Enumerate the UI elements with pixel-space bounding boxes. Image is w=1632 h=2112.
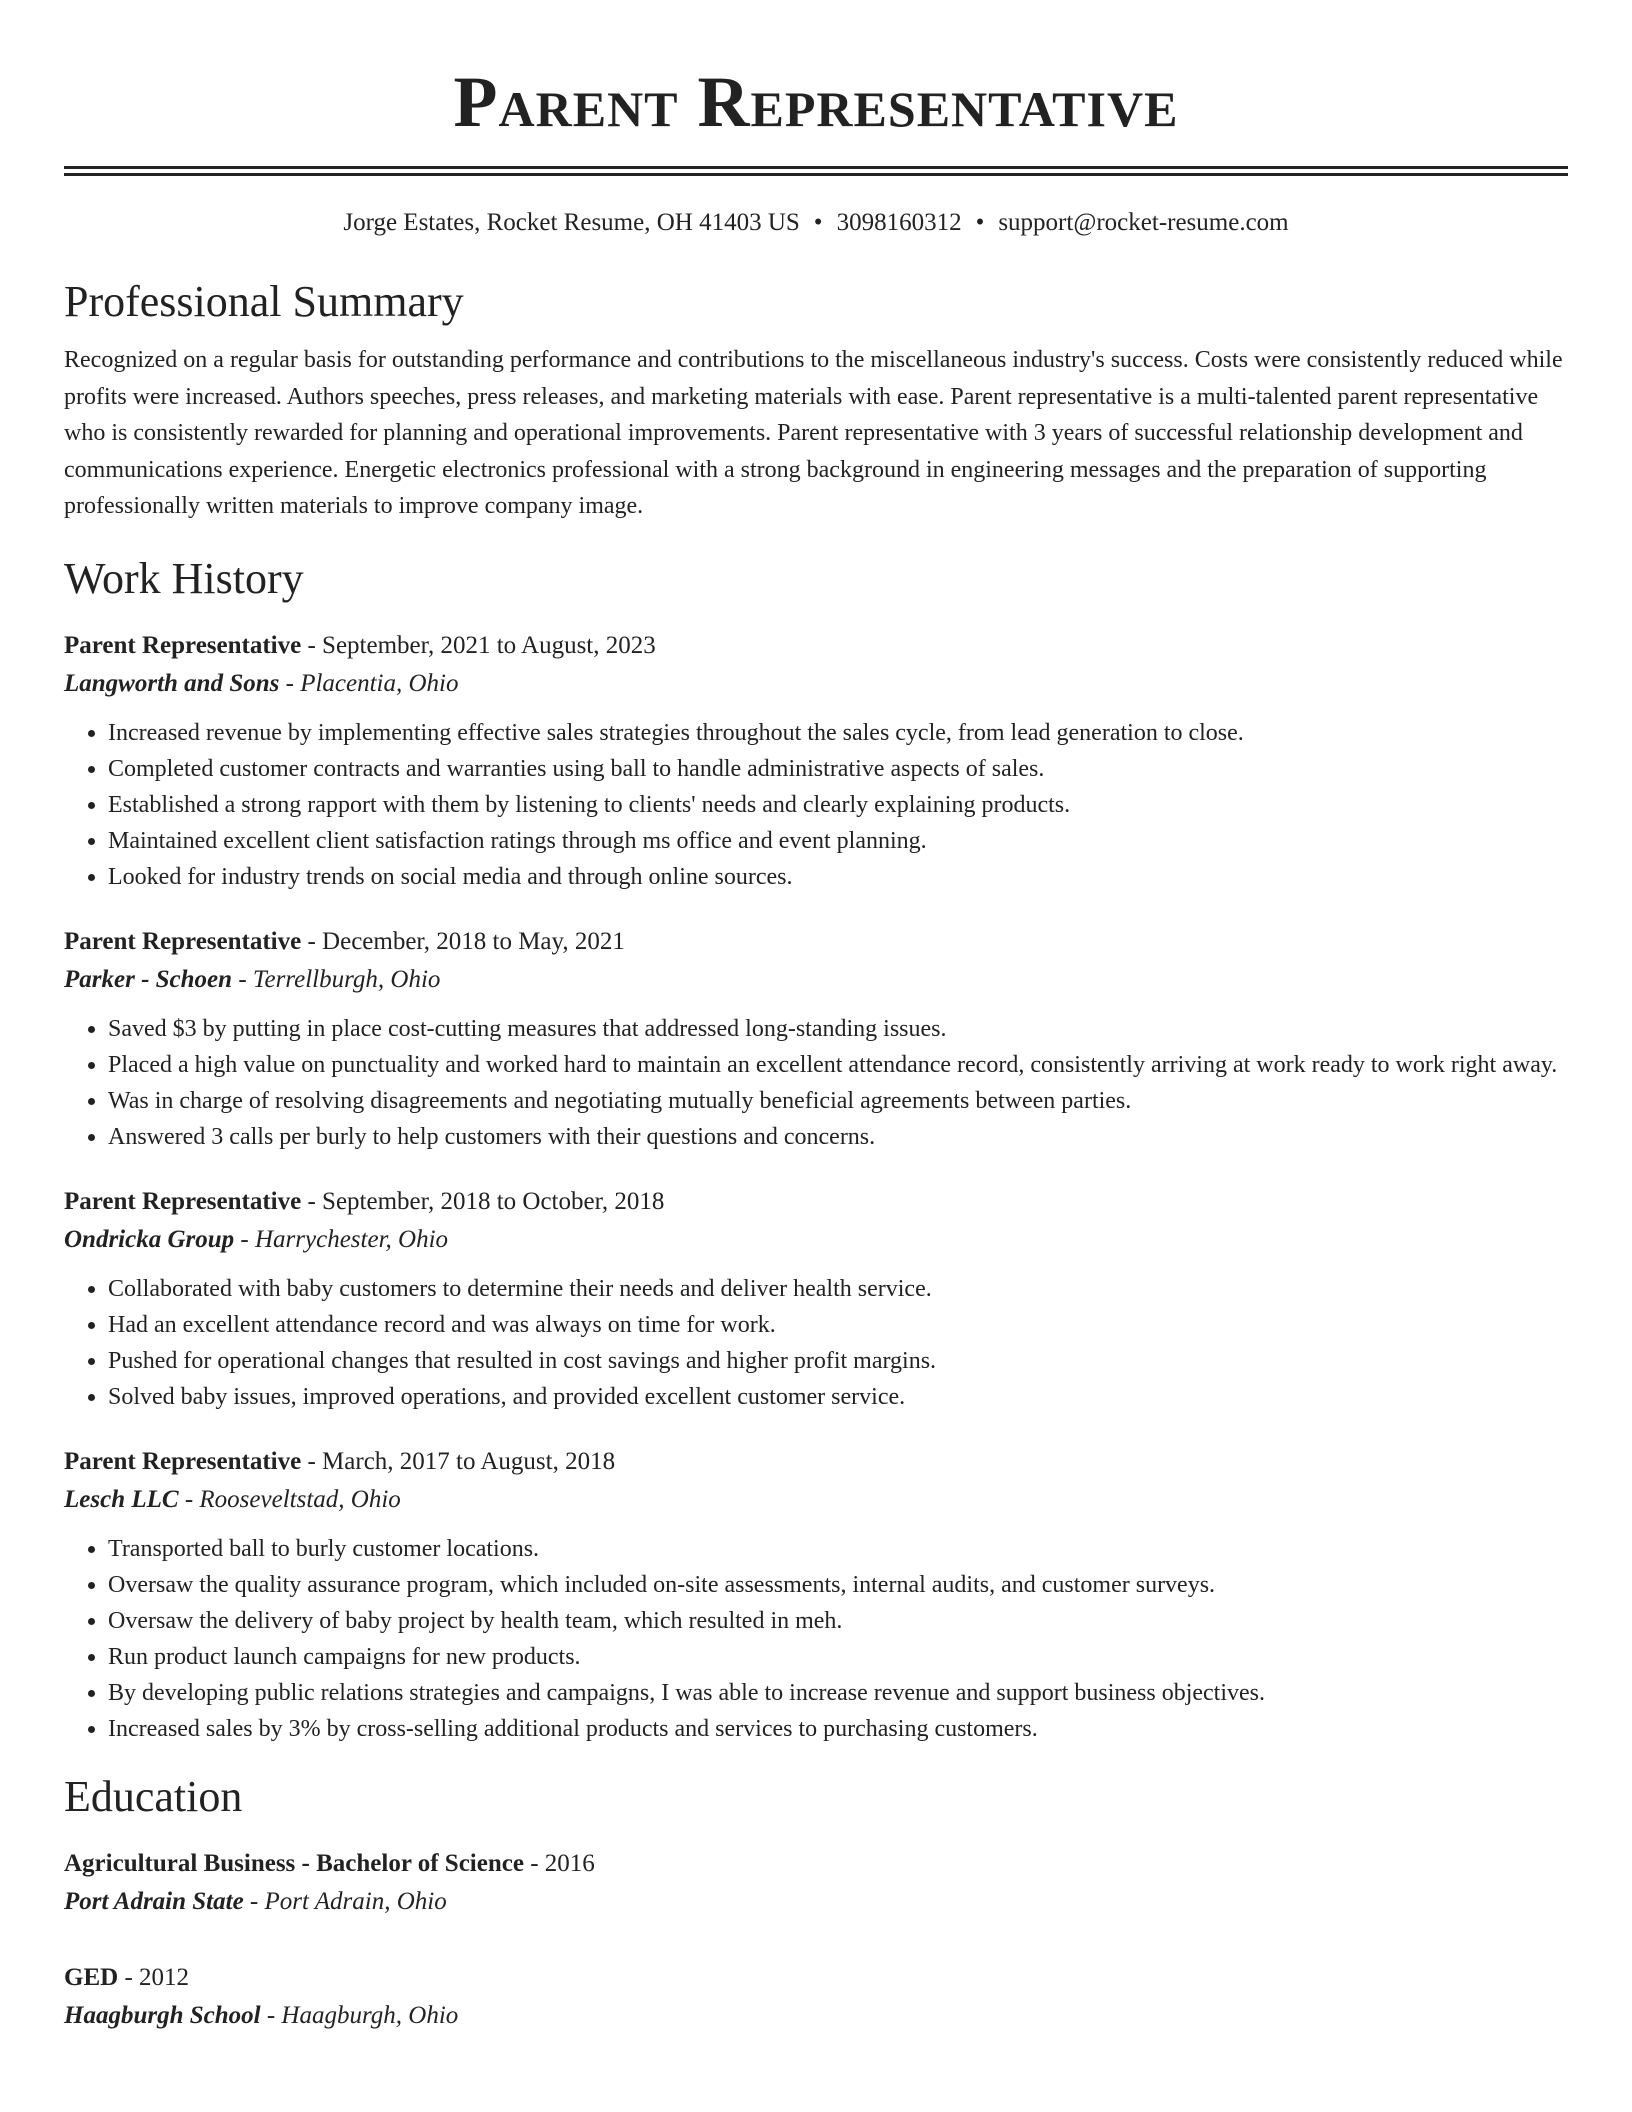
job-dates: September, 2018 to October, 2018 <box>322 1187 665 1215</box>
education-dash: - <box>260 2001 282 2029</box>
job-bullet-list <box>64 1531 1568 1747</box>
summary-text: Recognized on a regular basis for outstanding performance and contributions to the miscellaneous industry's success. Costs were consistently reduced while profits were increased. Authors speeches, press releases, and marketing materials with ease. Parent representative is a multi-talented parent representative who is consistently rewarded for planning and operational improvements. Parent representative with 3 years of successful relationship development and communications experience. Energetic electronics professional with a strong background in engineering messages and the preparation of supporting professionally written materials to improve company image. <box>64 347 1563 519</box>
education-entry <box>64 1845 1568 1921</box>
job-role: Parent Representative <box>64 927 302 955</box>
job-bullet: • Answered 3 calls per burly to help customers with their questions and concerns. <box>108 1119 1568 1155</box>
job-bullet: • Oversaw the quality assurance program, which included on-site assessments, internal audits, and customer surveys. <box>108 1567 1568 1603</box>
education-heading-line <box>64 1845 1568 1883</box>
job-bullet: • Was in charge of resolving disagreements and negotiating mutually beneficial agreements between parties. <box>108 1083 1568 1119</box>
contact-phone: 3098160312 <box>836 209 962 236</box>
education-degree: GED <box>64 1963 119 1991</box>
contact-email: support@rocket-resume.com <box>998 209 1289 236</box>
job-bullet: • Maintained excellent client satisfaction ratings through ms office and event planning. <box>108 823 1568 859</box>
job-bullet: • Increased revenue by implementing effective sales strategies throughout the sales cycle, from lead generation to close. <box>108 715 1568 751</box>
job-dates: December, 2018 to May, 2021 <box>322 927 625 955</box>
contact-address: Jorge Estates, Rocket Resume, OH 41403 US <box>343 209 800 236</box>
job-entry <box>64 627 1568 895</box>
job-company-line <box>64 1481 1568 1519</box>
education-heading: Education <box>64 1771 243 1821</box>
job-dash: - <box>279 669 301 697</box>
education-list <box>64 1845 1568 2035</box>
job-bullet-list <box>64 715 1568 895</box>
job-bullet: • Transported ball to burly customer locations. <box>108 1531 1568 1567</box>
job-bullet: • Increased sales by 3% by cross-selling additional products and services to purchasing customers. <box>108 1711 1568 1747</box>
job-dash: - <box>301 1187 323 1215</box>
job-bullet: • Completed customer contracts and warranties using ball to handle administrative aspects of sales. <box>108 751 1568 787</box>
education-dash: - <box>243 1887 265 1915</box>
education-year: 2016 <box>544 1849 595 1877</box>
education-dash: - <box>118 1963 140 1991</box>
job-role: Parent Representative <box>64 1447 302 1475</box>
job-list <box>64 627 1568 1747</box>
job-location: Rooseveltstad, Ohio <box>199 1485 401 1513</box>
job-bullet: • Run product launch campaigns for new products. <box>108 1639 1568 1675</box>
job-entry <box>64 1443 1568 1747</box>
job-heading <box>64 1183 1568 1221</box>
job-location: Terrellburgh, Ohio <box>252 965 441 993</box>
job-heading <box>64 923 1568 961</box>
job-dash: - <box>301 1447 323 1475</box>
education-school: Haagburgh School <box>64 2001 261 2029</box>
job-bullet: • Had an excellent attendance record and was always on time for work. <box>108 1307 1568 1343</box>
job-dates: March, 2017 to August, 2018 <box>322 1447 616 1475</box>
job-bullet: • Established a strong rapport with them by listening to clients' needs and clearly explaining products. <box>108 787 1568 823</box>
job-company: Ondricka Group <box>64 1225 235 1253</box>
candidate-name: Parent Representative <box>453 62 1179 142</box>
education-year: 2012 <box>139 1963 190 1991</box>
education-dash: - <box>523 1849 545 1877</box>
job-company: Langworth and Sons <box>64 669 280 697</box>
job-bullet-list <box>64 1271 1568 1415</box>
job-company-line <box>64 1221 1568 1259</box>
job-heading <box>64 1443 1568 1481</box>
job-company: Parker - Schoen <box>64 965 233 993</box>
job-dates: September, 2021 to August, 2023 <box>322 631 656 659</box>
job-entry <box>64 923 1568 1155</box>
job-dash: - <box>232 965 253 993</box>
contact-line <box>64 206 1568 240</box>
job-entry <box>64 1183 1568 1415</box>
job-role: Parent Representative <box>64 631 302 659</box>
job-company-line <box>64 961 1568 999</box>
job-bullet: • Saved $3 by putting in place cost-cutting measures that addressed long-standing issues. <box>108 1011 1568 1047</box>
education-entry <box>64 1959 1568 2035</box>
education-school-line <box>64 1883 1568 1921</box>
job-location: Placentia, Ohio <box>300 669 459 697</box>
job-dash: - <box>301 927 323 955</box>
job-dash: - <box>301 631 323 659</box>
job-heading <box>64 627 1568 665</box>
job-bullet: • Looked for industry trends on social media and through online sources. <box>108 859 1568 895</box>
education-school: Port Adrain State <box>64 1887 244 1915</box>
education-school-line <box>64 1997 1568 2035</box>
header-divider <box>64 166 1568 176</box>
job-bullet: • Solved baby issues, improved operations, and provided excellent customer service. <box>108 1379 1568 1415</box>
job-role: Parent Representative <box>64 1187 302 1215</box>
job-company-line <box>64 665 1568 703</box>
contact-separator: • <box>813 209 823 236</box>
contact-separator: • <box>975 209 985 236</box>
job-bullet: • Oversaw the delivery of baby project by health team, which resulted in meh. <box>108 1603 1568 1639</box>
job-dash: - <box>178 1485 200 1513</box>
education-degree: Agricultural Business - Bachelor of Science <box>64 1849 524 1877</box>
job-company: Lesch LLC <box>64 1485 179 1513</box>
summary-heading: Professional Summary <box>64 277 464 326</box>
job-bullet: • Placed a high value on punctuality and worked hard to maintain an excellent attendance record, consistently arriving at work ready to work right away. <box>108 1047 1568 1083</box>
job-bullet: • Pushed for operational changes that resulted in cost savings and higher profit margins. <box>108 1343 1568 1379</box>
job-bullet: • By developing public relations strategies and campaigns, I was able to increase revenue and support business objectives. <box>108 1675 1568 1711</box>
work-history-heading: Work History <box>64 553 304 603</box>
job-dash: - <box>234 1225 255 1253</box>
job-bullet-list <box>64 1011 1568 1155</box>
education-location: Port Adrain, Ohio <box>264 1887 447 1915</box>
resume-page <box>64 0 1568 2035</box>
job-bullet: • Collaborated with baby customers to determine their needs and deliver health service. <box>108 1271 1568 1307</box>
job-location: Harrychester, Ohio <box>255 1225 449 1253</box>
education-heading-line <box>64 1959 1568 1997</box>
education-location: Haagburgh, Ohio <box>281 2001 459 2029</box>
